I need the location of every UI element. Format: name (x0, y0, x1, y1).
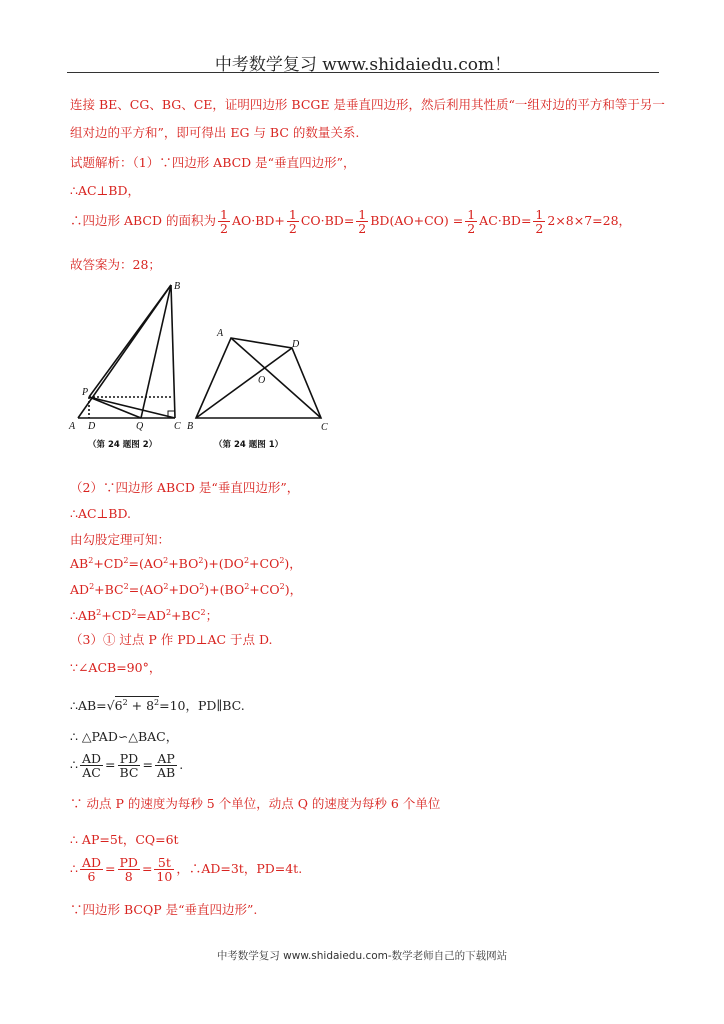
text-line-9: 由勾股定理可知： (70, 532, 171, 547)
half-fraction: $\frac{1}{2}$ (288, 207, 297, 237)
text-line-21: ∵四边形 BCQP 是“垂直四边形”. (70, 902, 258, 917)
fig2-label-a: A (69, 421, 76, 432)
text-line-8: ∴AC⊥BD. (70, 506, 132, 521)
fig2-label-b: B (174, 281, 181, 292)
fig1-label-a: A (217, 328, 224, 339)
fig1-caption: （第 24 题图 1） (214, 440, 284, 450)
fig2-label-p: P (82, 387, 89, 398)
fig2-label-c: C (174, 421, 181, 432)
text-line-3: 试题解析：（1）∵四边形 ABCD 是“垂直四边形”， (70, 155, 356, 170)
geometry-figures (60, 280, 340, 455)
pythagoras-line-2: $AD^2+BC^2=(AO^2+DO^2)+(BO^2+CO^2)$， (70, 582, 303, 598)
half-fraction: $\frac{1}{2}$ (358, 207, 367, 237)
fig1-label-o: O (258, 375, 266, 386)
text-line-7: （2）∵四边形 ABCD 是“垂直四边形”， (70, 480, 300, 495)
fig2-label-q: Q (136, 421, 144, 432)
text-line-1: 连接 BE、CG、BG、CE，证明四边形 BCGE 是垂直四边形，然后利用其性质“一组对边的平方和等于另一 (70, 97, 665, 112)
fig1-label-b: B (187, 421, 194, 432)
fig2-caption: （第 24 题图 2） (88, 440, 158, 450)
text-line-13: （3）① 过点 P 作 PD⊥AC 于点 D. (70, 632, 273, 647)
text-line-14: ∵∠ACB=90°， (70, 660, 162, 675)
ratio-line: ∴ $\frac{AD}{AC}$ = $\frac{PD}{BC}$ = $\frac{AP}{AB}$ . (70, 751, 184, 781)
pythagoras-conclusion: $\therefore AB^2+CD^2=AD^2+BC^2$； (70, 608, 219, 624)
fig1-label-c: C (321, 422, 328, 433)
half-fraction: $\frac{1}{2}$ (219, 207, 228, 237)
page-header: 中考数学复习 www.shidaiedu.com！ (214, 55, 512, 75)
line-bc (171, 285, 175, 418)
diagonal-ac (231, 338, 321, 418)
diagonal-bd (196, 348, 292, 418)
text-line-4: ∴AC⊥BD， (70, 183, 141, 198)
area-formula-line: ∴四边形 ABCD 的面积为 $\frac{1}{2}$ AO·BD+ $\frac{1}{2}$ CO·BD= $\frac{1}{2}$ BD(AO+CO) = $\frac{1}{2}$ AC·BD= $\frac{1}{2}$ 2×8×7=28， (70, 207, 632, 237)
fig2-label-d: D (88, 421, 96, 432)
page-footer: 中考数学复习 www.shidaiedu.com-数学老师自己的下载网站 (216, 950, 508, 962)
header-rule (67, 72, 659, 73)
fig1-label-d: D (292, 339, 300, 350)
proportion-line: ∴ $\frac{AD}{6}$ = $\frac{PD}{8}$ = $\frac{5t}{10}$ ，∴AD=3t，PD=4t. (70, 855, 303, 885)
figure-2 (78, 285, 175, 418)
half-fraction: $\frac{1}{2}$ (535, 207, 544, 237)
distance-line: ∴ AP=5t，CQ=6t (70, 832, 179, 847)
pythagoras-line-1: $AB^2+CD^2=(AO^2+BO^2)+(DO^2+CO^2)$， (70, 556, 302, 572)
speed-line: ∵ 动点 P 的速度为每秒 5 个单位，动点 Q 的速度为每秒 6 个单位 (70, 796, 441, 811)
half-fraction: $\frac{1}{2}$ (467, 207, 476, 237)
hypotenuse-line: $\therefore AB=√6^2 + 8^2=10$，PD∥BC. (70, 698, 245, 714)
similar-triangles-line: ∴ △PAD∽△BAC， (70, 729, 179, 744)
text-line-2: 组对边的平方和”，即可得出 EG 与 BC 的数量关系. (70, 125, 360, 140)
answer-line: 故答案为：28； (70, 257, 161, 272)
